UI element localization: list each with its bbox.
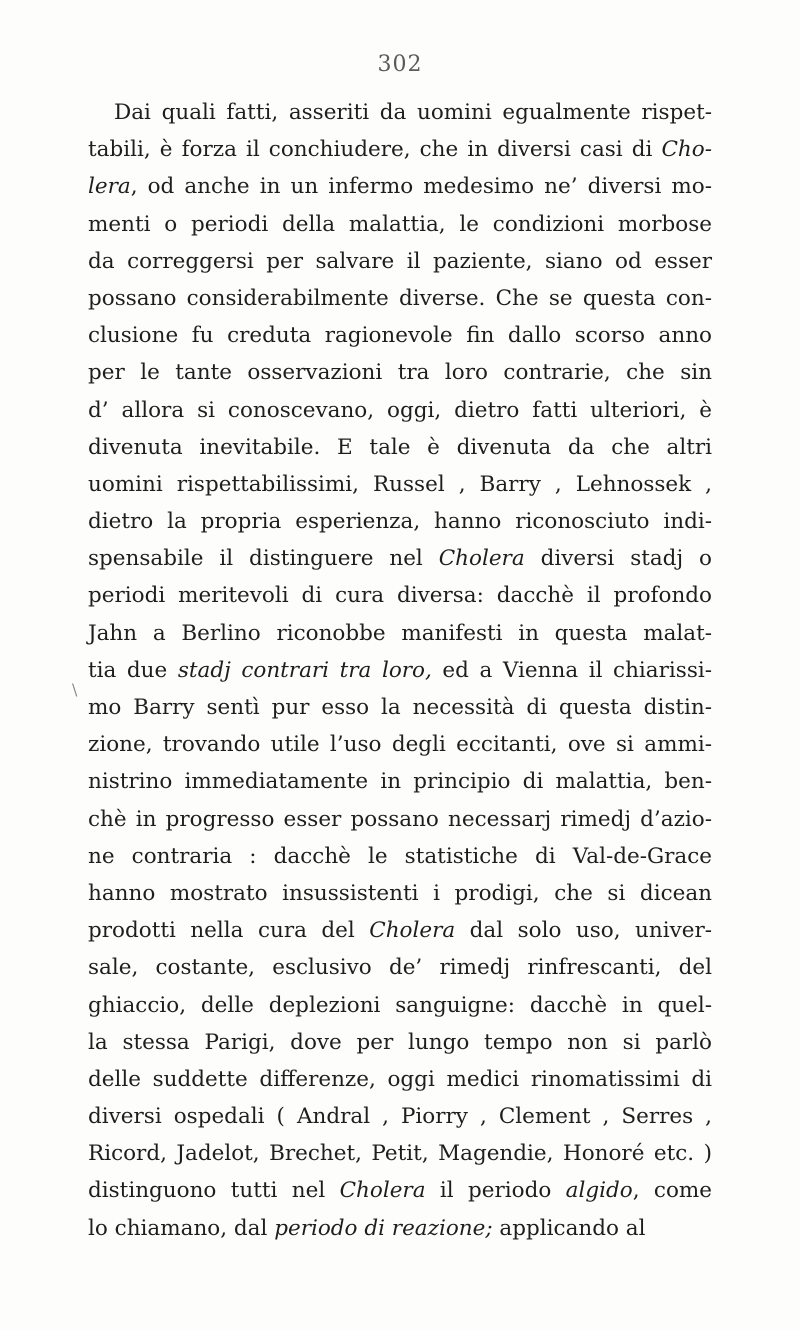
italic-text: Cholera [339, 1178, 426, 1204]
text-line [88, 243, 712, 280]
text-line [88, 689, 712, 726]
text-line [88, 317, 712, 354]
text-line [88, 615, 712, 652]
italic-text: stadj contrari tra loro, [177, 657, 432, 683]
text-line [88, 875, 712, 912]
text-span: chè in progresso esser possano necessarj rimedj d’azio- [88, 806, 712, 832]
text-span: da correggersi per salvare il paziente, siano od esser [88, 248, 712, 274]
text-line [88, 392, 712, 429]
text-span: ghiaccio, delle deplezioni sanguigne: dacchè in quel- [88, 992, 712, 1018]
text-span: menti o periodi della malattia, le condizioni morbose [88, 211, 712, 237]
text-line [88, 466, 712, 503]
italic-text: algido [565, 1178, 633, 1204]
text-line [88, 1098, 712, 1135]
text-span: hanno mostrato insussistenti i prodigi, che si dicean [88, 880, 712, 906]
text-span: mo Barry sentì pur esso la necessità di questa distin- [88, 695, 712, 720]
italic-text: Cho- [661, 137, 712, 163]
margin-mark: \ [72, 680, 78, 699]
text-span: dietro la propria esperienza, hanno riconosciuto indi- [88, 509, 712, 535]
text-span: divenuta inevitabile. E tale è divenuta da che altri [88, 434, 712, 460]
text-span: spensabile il distinguere nel [88, 546, 439, 572]
text-span: Dai quali fatti, asseriti da uomini egualmente rispet- [114, 100, 712, 125]
text-span: clusione fu creduta ragionevole fin dallo scorso anno [88, 323, 712, 349]
italic-text: periodo di reazione; [274, 1215, 493, 1241]
text-line [88, 1024, 712, 1061]
text-span: ed a Vienna il chiarissi- [431, 657, 712, 683]
text-line [88, 838, 712, 875]
text-line [88, 726, 712, 763]
text-span: la stessa Parigi, dove per lungo tempo non si parlò [88, 1029, 712, 1055]
text-span: tabili, è forza il conchiudere, che in diversi casi di [88, 137, 662, 163]
italic-text: lera [88, 174, 131, 200]
text-span: periodi meritevoli di cura diversa: dacchè il profondo [88, 583, 712, 609]
text-span: lo chiamano, dal [88, 1215, 275, 1241]
italic-text: Cholera [369, 918, 456, 944]
text-span: delle suddette differenze, oggi medici rinomatissimi di [88, 1066, 712, 1092]
text-span: tia due [88, 657, 178, 683]
text-span: diversi stadj o [524, 546, 712, 572]
text-line [88, 354, 712, 391]
text-line [88, 912, 712, 949]
text-span: d’ allora si conoscevano, oggi, dietro fatti ulteriori, è [88, 397, 712, 423]
text-line [88, 1172, 712, 1209]
text-line [88, 540, 712, 577]
text-line [88, 987, 712, 1024]
text-span: possano considerabilmente diverse. Che se questa con- [88, 285, 712, 311]
text-span: il periodo [425, 1178, 566, 1204]
text-span: Jahn a Berlino riconobbe manifesti in questa malat- [88, 620, 712, 646]
text-line [88, 652, 712, 689]
text-span: zione, trovando utile l’uso degli eccitanti, ove si ammi- [88, 732, 712, 758]
text-line [88, 206, 712, 243]
text-span: dal solo uso, univer- [455, 918, 712, 944]
text-span: , come [632, 1178, 712, 1204]
text-line [88, 577, 712, 614]
text-span: diversi ospedali ( Andral , Piorry , Clement , Serres , [88, 1104, 712, 1130]
italic-text: Cholera [438, 546, 525, 572]
text-span: , od anche in un infermo medesimo ne’ diversi mo- [130, 174, 712, 200]
body-text [88, 94, 712, 1247]
text-span: per le tante osservazioni tra loro contrarie, che sin [88, 360, 712, 386]
text-span: sale, costante, esclusivo de’ rimedj rinfrescanti, del [88, 955, 712, 981]
text-line [88, 801, 712, 838]
text-line [88, 503, 712, 540]
text-span: prodotti nella cura del [88, 918, 370, 944]
text-line [88, 1135, 712, 1172]
text-span: uomini rispettabilissimi, Russel , Barry , Lehnossek , [88, 471, 712, 497]
text-span: applicando al [492, 1215, 646, 1241]
text-span: ne contraria : dacchè le statistiche di Val-de-Grace [88, 843, 712, 869]
text-span: nistrino immediatamente in principio di malattia, ben- [88, 769, 712, 795]
text-line [88, 1061, 712, 1098]
text-line [88, 429, 712, 466]
text-line [88, 280, 712, 317]
page-number: 302 [377, 52, 423, 77]
text-line [88, 1210, 712, 1247]
text-line [88, 131, 712, 168]
text-span: Ricord, Jadelot, Brechet, Petit, Magendie, Honoré etc. ) [88, 1141, 712, 1167]
text-span: distinguono tutti nel [88, 1178, 340, 1204]
text-line [88, 763, 712, 800]
text-line [88, 168, 712, 205]
text-line [88, 949, 712, 986]
text-line [88, 94, 712, 131]
